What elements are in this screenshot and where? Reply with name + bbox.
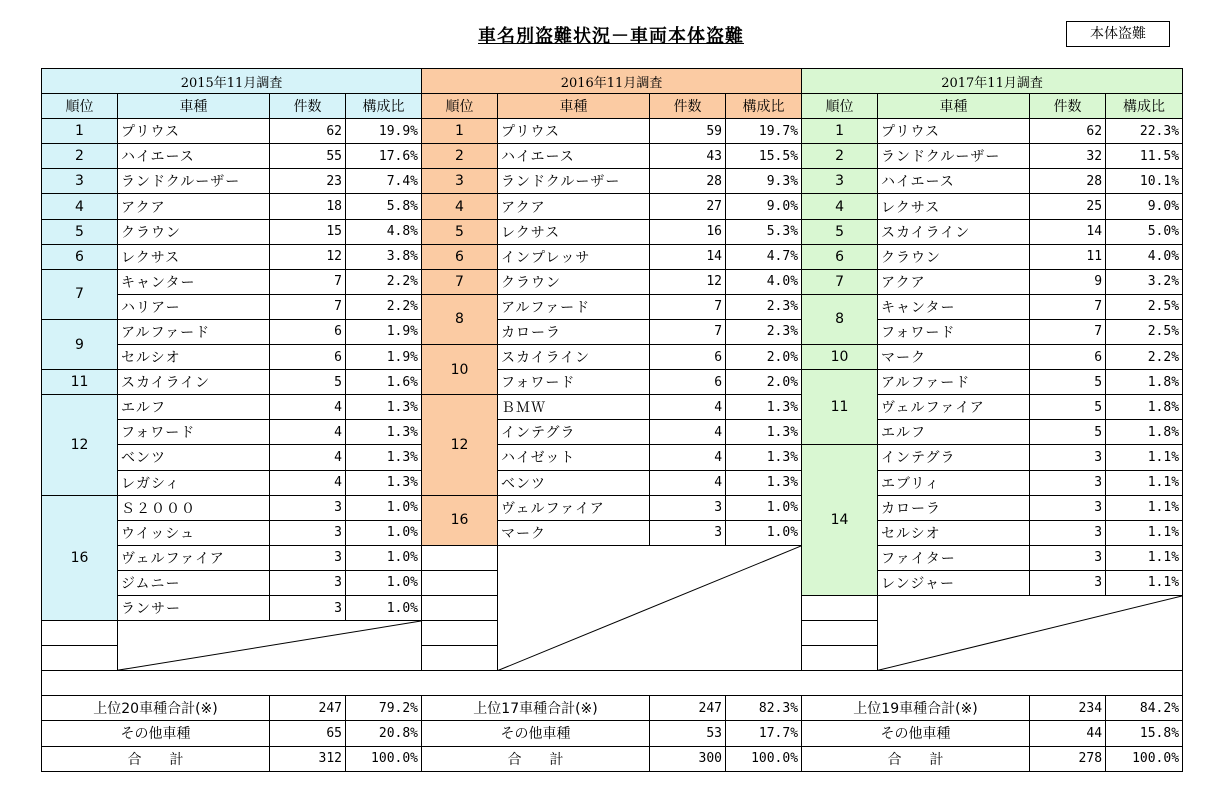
ratio-cell: 5.0% <box>1106 219 1183 244</box>
rank-header: 順位 <box>42 94 118 119</box>
empty-rank-cell <box>802 621 878 646</box>
empty-rank-cell <box>422 570 498 595</box>
model-cell: ウイッシュ <box>118 520 270 545</box>
summary-count: 278 <box>1030 746 1106 771</box>
count-cell: 3 <box>1030 470 1106 495</box>
rank-cell: 8 <box>802 294 878 344</box>
year-header-row <box>42 69 1183 94</box>
column-header-row <box>42 94 1183 119</box>
year-header: 2016年11月調査 <box>422 69 802 94</box>
ratio-cell: 1.0% <box>346 545 422 570</box>
model-cell: ハイエース <box>878 169 1030 194</box>
summary-ratio: 15.8% <box>1106 721 1183 746</box>
model-cell: ハイエース <box>118 144 270 169</box>
ratio-header: 構成比 <box>346 94 422 119</box>
model-cell: スカイライン <box>878 219 1030 244</box>
summary-ratio: 20.8% <box>346 721 422 746</box>
count-cell: 4 <box>270 445 346 470</box>
model-cell: クラウン <box>118 219 270 244</box>
rank-cell: 14 <box>802 445 878 596</box>
empty-diagonal-cell <box>118 621 422 671</box>
rank-cell: 3 <box>42 169 118 194</box>
count-cell: 7 <box>270 269 346 294</box>
model-cell: ヴェルファイア <box>878 395 1030 420</box>
ratio-cell: 1.8% <box>1106 395 1183 420</box>
rank-cell: 10 <box>802 345 878 370</box>
rank-cell: 7 <box>422 269 498 294</box>
ratio-cell: 2.2% <box>346 294 422 319</box>
ratio-cell: 1.9% <box>346 319 422 344</box>
ratio-cell: 1.0% <box>346 495 422 520</box>
model-cell: フォワード <box>498 370 650 395</box>
model-cell: アルファード <box>498 294 650 319</box>
count-cell: 12 <box>650 269 726 294</box>
count-cell: 7 <box>650 294 726 319</box>
summary-label: 合 計 <box>422 746 650 771</box>
ratio-cell: 1.0% <box>346 520 422 545</box>
page-title: 車名別盗難状況－車両本体盗難 <box>478 26 744 47</box>
rank-cell: 5 <box>422 219 498 244</box>
ratio-cell: 1.3% <box>726 470 802 495</box>
category-badge: 本体盗難 <box>1066 21 1170 47</box>
empty-rank-cell <box>42 621 118 646</box>
table-row <box>42 470 1183 495</box>
table-row <box>42 319 1183 344</box>
ratio-cell: 22.3% <box>1106 119 1183 144</box>
rank-cell: 6 <box>42 244 118 269</box>
model-cell: ハイエース <box>498 144 650 169</box>
count-cell: 28 <box>650 169 726 194</box>
summary-count: 247 <box>270 696 346 721</box>
model-header: 車種 <box>878 94 1030 119</box>
model-cell: スカイライン <box>118 370 270 395</box>
ratio-cell: 1.1% <box>1106 470 1183 495</box>
ratio-cell: 9.3% <box>726 169 802 194</box>
summary-ratio: 100.0% <box>346 746 422 771</box>
model-cell: アクア <box>878 269 1030 294</box>
count-cell: 3 <box>650 520 726 545</box>
count-cell: 6 <box>270 345 346 370</box>
model-cell: アクア <box>118 194 270 219</box>
empty-diagonal-cell <box>498 545 802 670</box>
ratio-cell: 2.0% <box>726 345 802 370</box>
empty-diagonal-cell <box>878 595 1183 670</box>
table-row <box>42 244 1183 269</box>
count-cell: 14 <box>1030 219 1106 244</box>
count-cell: 5 <box>1030 395 1106 420</box>
model-cell: プリウス <box>498 119 650 144</box>
rank-cell: 12 <box>42 395 118 495</box>
count-cell: 4 <box>270 420 346 445</box>
ratio-cell: 1.3% <box>346 395 422 420</box>
ratio-header: 構成比 <box>726 94 802 119</box>
count-cell: 3 <box>270 595 346 620</box>
count-cell: 7 <box>650 319 726 344</box>
ratio-cell: 4.0% <box>1106 244 1183 269</box>
theft-ranking-table <box>41 68 1183 772</box>
table-row <box>42 370 1183 395</box>
ratio-cell: 2.0% <box>726 370 802 395</box>
model-cell: ランドクルーザー <box>118 169 270 194</box>
ratio-cell: 11.5% <box>1106 144 1183 169</box>
rank-cell: 2 <box>422 144 498 169</box>
model-cell: マーク <box>498 520 650 545</box>
rank-header: 順位 <box>422 94 498 119</box>
ratio-cell: 1.8% <box>1106 370 1183 395</box>
summary-count: 65 <box>270 721 346 746</box>
ratio-cell: 9.0% <box>1106 194 1183 219</box>
model-cell: エブリィ <box>878 470 1030 495</box>
ratio-cell: 19.9% <box>346 119 422 144</box>
count-cell: 4 <box>650 420 726 445</box>
model-cell: カローラ <box>878 495 1030 520</box>
model-cell: マーク <box>878 345 1030 370</box>
summary-row-other <box>42 721 1183 746</box>
summary-label: 上位20車種合計(※) <box>42 696 270 721</box>
rank-cell: 6 <box>422 244 498 269</box>
count-cell: 6 <box>270 319 346 344</box>
count-cell: 62 <box>1030 119 1106 144</box>
count-cell: 3 <box>1030 570 1106 595</box>
model-cell: Ｓ２０００ <box>118 495 270 520</box>
table-row <box>42 119 1183 144</box>
model-cell: エルフ <box>118 395 270 420</box>
model-cell: ランドクルーザー <box>498 169 650 194</box>
table-row <box>42 495 1183 520</box>
count-cell: 3 <box>1030 495 1106 520</box>
model-cell: レクサス <box>118 244 270 269</box>
count-cell: 23 <box>270 169 346 194</box>
model-header: 車種 <box>498 94 650 119</box>
count-cell: 16 <box>650 219 726 244</box>
rank-cell: 7 <box>42 269 118 319</box>
summary-label: 上位17車種合計(※) <box>422 696 650 721</box>
ratio-cell: 1.6% <box>346 370 422 395</box>
model-cell: スカイライン <box>498 345 650 370</box>
ratio-cell: 1.1% <box>1106 545 1183 570</box>
spacer-row <box>42 671 1183 696</box>
empty-rank-cell <box>42 646 118 671</box>
summary-ratio: 82.3% <box>726 696 802 721</box>
rank-cell: 11 <box>802 370 878 445</box>
count-cell: 5 <box>1030 370 1106 395</box>
summary-count: 44 <box>1030 721 1106 746</box>
rank-cell: 4 <box>42 194 118 219</box>
summary-label: その他車種 <box>42 721 270 746</box>
model-cell: アクア <box>498 194 650 219</box>
count-header: 件数 <box>270 94 346 119</box>
count-header: 件数 <box>1030 94 1106 119</box>
ratio-cell: 2.3% <box>726 294 802 319</box>
model-cell: セルシオ <box>118 345 270 370</box>
ratio-cell: 2.3% <box>726 319 802 344</box>
empty-rank-cell <box>802 595 878 620</box>
count-cell: 15 <box>270 219 346 244</box>
ratio-cell: 17.6% <box>346 144 422 169</box>
count-cell: 14 <box>650 244 726 269</box>
model-header: 車種 <box>118 94 270 119</box>
model-cell: エルフ <box>878 420 1030 445</box>
table-row <box>42 194 1183 219</box>
ratio-cell: 2.5% <box>1106 319 1183 344</box>
summary-count: 53 <box>650 721 726 746</box>
count-cell: 25 <box>1030 194 1106 219</box>
ratio-header: 構成比 <box>1106 94 1183 119</box>
count-cell: 3 <box>270 570 346 595</box>
count-cell: 3 <box>270 520 346 545</box>
model-cell: キャンター <box>118 269 270 294</box>
ratio-cell: 1.3% <box>346 445 422 470</box>
rank-cell: 3 <box>802 169 878 194</box>
model-cell: フォワード <box>118 420 270 445</box>
model-cell: ＢＭＷ <box>498 395 650 420</box>
diagonal-line <box>498 546 801 670</box>
ratio-cell: 1.0% <box>346 595 422 620</box>
ratio-cell: 1.0% <box>346 570 422 595</box>
count-cell: 4 <box>650 395 726 420</box>
diagonal-line <box>118 621 421 670</box>
ratio-cell: 5.3% <box>726 219 802 244</box>
ratio-cell: 1.9% <box>346 345 422 370</box>
table-row <box>42 144 1183 169</box>
ratio-cell: 3.2% <box>1106 269 1183 294</box>
count-cell: 3 <box>650 495 726 520</box>
model-cell: アルファード <box>118 319 270 344</box>
empty-rank-cell <box>422 545 498 570</box>
model-cell: ベンツ <box>498 470 650 495</box>
count-cell: 5 <box>1030 420 1106 445</box>
rank-cell: 10 <box>422 345 498 395</box>
count-cell: 59 <box>650 119 726 144</box>
ratio-cell: 7.4% <box>346 169 422 194</box>
table-row <box>42 269 1183 294</box>
count-cell: 18 <box>270 194 346 219</box>
year-header: 2017年11月調査 <box>802 69 1183 94</box>
rank-cell: 4 <box>802 194 878 219</box>
diagonal-line <box>878 596 1182 670</box>
model-cell: クラウン <box>498 269 650 294</box>
model-cell: レガシィ <box>118 470 270 495</box>
summary-label: その他車種 <box>422 721 650 746</box>
ratio-cell: 4.7% <box>726 244 802 269</box>
ratio-cell: 4.0% <box>726 269 802 294</box>
count-cell: 7 <box>270 294 346 319</box>
ratio-cell: 10.1% <box>1106 169 1183 194</box>
table-row <box>42 445 1183 470</box>
ratio-cell: 15.5% <box>726 144 802 169</box>
summary-label: その他車種 <box>802 721 1030 746</box>
count-cell: 3 <box>1030 545 1106 570</box>
count-cell: 6 <box>650 345 726 370</box>
ratio-cell: 4.8% <box>346 219 422 244</box>
count-cell: 9 <box>1030 269 1106 294</box>
summary-count: 247 <box>650 696 726 721</box>
summary-count: 234 <box>1030 696 1106 721</box>
empty-rank-cell <box>422 595 498 620</box>
rank-cell: 16 <box>422 495 498 545</box>
rank-cell: 8 <box>422 294 498 344</box>
model-cell: レクサス <box>498 219 650 244</box>
count-cell: 7 <box>1030 294 1106 319</box>
rank-cell: 9 <box>42 319 118 369</box>
model-cell: ランサー <box>118 595 270 620</box>
rank-cell: 2 <box>802 144 878 169</box>
ratio-cell: 2.2% <box>1106 345 1183 370</box>
count-cell: 4 <box>270 470 346 495</box>
rank-cell: 5 <box>42 219 118 244</box>
count-cell: 3 <box>270 545 346 570</box>
table-row <box>42 520 1183 545</box>
model-cell: プリウス <box>878 119 1030 144</box>
count-cell: 62 <box>270 119 346 144</box>
count-cell: 43 <box>650 144 726 169</box>
empty-rank-cell <box>422 646 498 671</box>
ratio-cell: 1.0% <box>726 520 802 545</box>
count-cell: 4 <box>650 445 726 470</box>
model-cell: ヴェルファイア <box>118 545 270 570</box>
ratio-cell: 1.3% <box>726 445 802 470</box>
count-cell: 27 <box>650 194 726 219</box>
model-cell: ハリアー <box>118 294 270 319</box>
summary-ratio: 84.2% <box>1106 696 1183 721</box>
model-cell: アルファード <box>878 370 1030 395</box>
summary-label: 合 計 <box>42 746 270 771</box>
rank-cell: 1 <box>802 119 878 144</box>
count-cell: 4 <box>650 470 726 495</box>
summary-ratio: 79.2% <box>346 696 422 721</box>
ratio-cell: 5.8% <box>346 194 422 219</box>
ratio-cell: 1.3% <box>346 470 422 495</box>
ratio-cell: 1.3% <box>346 420 422 445</box>
summary-ratio: 17.7% <box>726 721 802 746</box>
rank-cell: 2 <box>42 144 118 169</box>
table-row <box>42 219 1183 244</box>
table-row <box>42 395 1183 420</box>
model-cell: ファイター <box>878 545 1030 570</box>
model-cell: カローラ <box>498 319 650 344</box>
ratio-cell: 1.0% <box>726 495 802 520</box>
model-cell: フォワード <box>878 319 1030 344</box>
ratio-cell: 3.8% <box>346 244 422 269</box>
model-cell: ハイゼット <box>498 445 650 470</box>
summary-row-total <box>42 746 1183 771</box>
count-cell: 6 <box>1030 345 1106 370</box>
count-header: 件数 <box>650 94 726 119</box>
summary-row-top <box>42 696 1183 721</box>
count-cell: 3 <box>1030 445 1106 470</box>
count-cell: 12 <box>270 244 346 269</box>
table-row <box>42 294 1183 319</box>
model-cell: インテグラ <box>878 445 1030 470</box>
model-cell: セルシオ <box>878 520 1030 545</box>
summary-label: 上位19車種合計(※) <box>802 696 1030 721</box>
ratio-cell: 1.1% <box>1106 570 1183 595</box>
count-cell: 7 <box>1030 319 1106 344</box>
count-cell: 28 <box>1030 169 1106 194</box>
model-cell: プリウス <box>118 119 270 144</box>
ratio-cell: 1.1% <box>1106 520 1183 545</box>
rank-cell: 6 <box>802 244 878 269</box>
ratio-cell: 2.2% <box>346 269 422 294</box>
ratio-cell: 9.0% <box>726 194 802 219</box>
count-cell: 3 <box>270 495 346 520</box>
count-cell: 5 <box>270 370 346 395</box>
summary-count: 312 <box>270 746 346 771</box>
rank-cell: 7 <box>802 269 878 294</box>
count-cell: 32 <box>1030 144 1106 169</box>
ratio-cell: 1.1% <box>1106 495 1183 520</box>
count-cell: 4 <box>270 395 346 420</box>
rank-cell: 12 <box>422 395 498 495</box>
spacer-cell <box>42 671 1183 696</box>
summary-label: 合 計 <box>802 746 1030 771</box>
rank-cell: 3 <box>422 169 498 194</box>
ratio-cell: 1.8% <box>1106 420 1183 445</box>
summary-count: 300 <box>650 746 726 771</box>
model-cell: キャンター <box>878 294 1030 319</box>
model-cell: レンジャー <box>878 570 1030 595</box>
count-cell: 3 <box>1030 520 1106 545</box>
model-cell: ベンツ <box>118 445 270 470</box>
rank-cell: 1 <box>42 119 118 144</box>
ratio-cell: 2.5% <box>1106 294 1183 319</box>
rank-cell: 1 <box>422 119 498 144</box>
rank-cell: 4 <box>422 194 498 219</box>
summary-ratio: 100.0% <box>1106 746 1183 771</box>
model-cell: ジムニー <box>118 570 270 595</box>
model-cell: ヴェルファイア <box>498 495 650 520</box>
count-cell: 6 <box>650 370 726 395</box>
ratio-cell: 1.3% <box>726 395 802 420</box>
ratio-cell: 19.7% <box>726 119 802 144</box>
model-cell: ランドクルーザー <box>878 144 1030 169</box>
model-cell: インテグラ <box>498 420 650 445</box>
rank-cell: 5 <box>802 219 878 244</box>
year-header: 2015年11月調査 <box>42 69 422 94</box>
rank-cell: 16 <box>42 495 118 620</box>
empty-rank-cell <box>422 621 498 646</box>
model-cell: インプレッサ <box>498 244 650 269</box>
count-cell: 11 <box>1030 244 1106 269</box>
table-row <box>42 345 1183 370</box>
count-cell: 55 <box>270 144 346 169</box>
empty-rank-cell <box>802 646 878 671</box>
table-row <box>42 545 1183 570</box>
table-row <box>42 420 1183 445</box>
model-cell: レクサス <box>878 194 1030 219</box>
rank-header: 順位 <box>802 94 878 119</box>
ratio-cell: 1.3% <box>726 420 802 445</box>
summary-ratio: 100.0% <box>726 746 802 771</box>
model-cell: クラウン <box>878 244 1030 269</box>
rank-cell: 11 <box>42 370 118 395</box>
ratio-cell: 1.1% <box>1106 445 1183 470</box>
table-row <box>42 169 1183 194</box>
